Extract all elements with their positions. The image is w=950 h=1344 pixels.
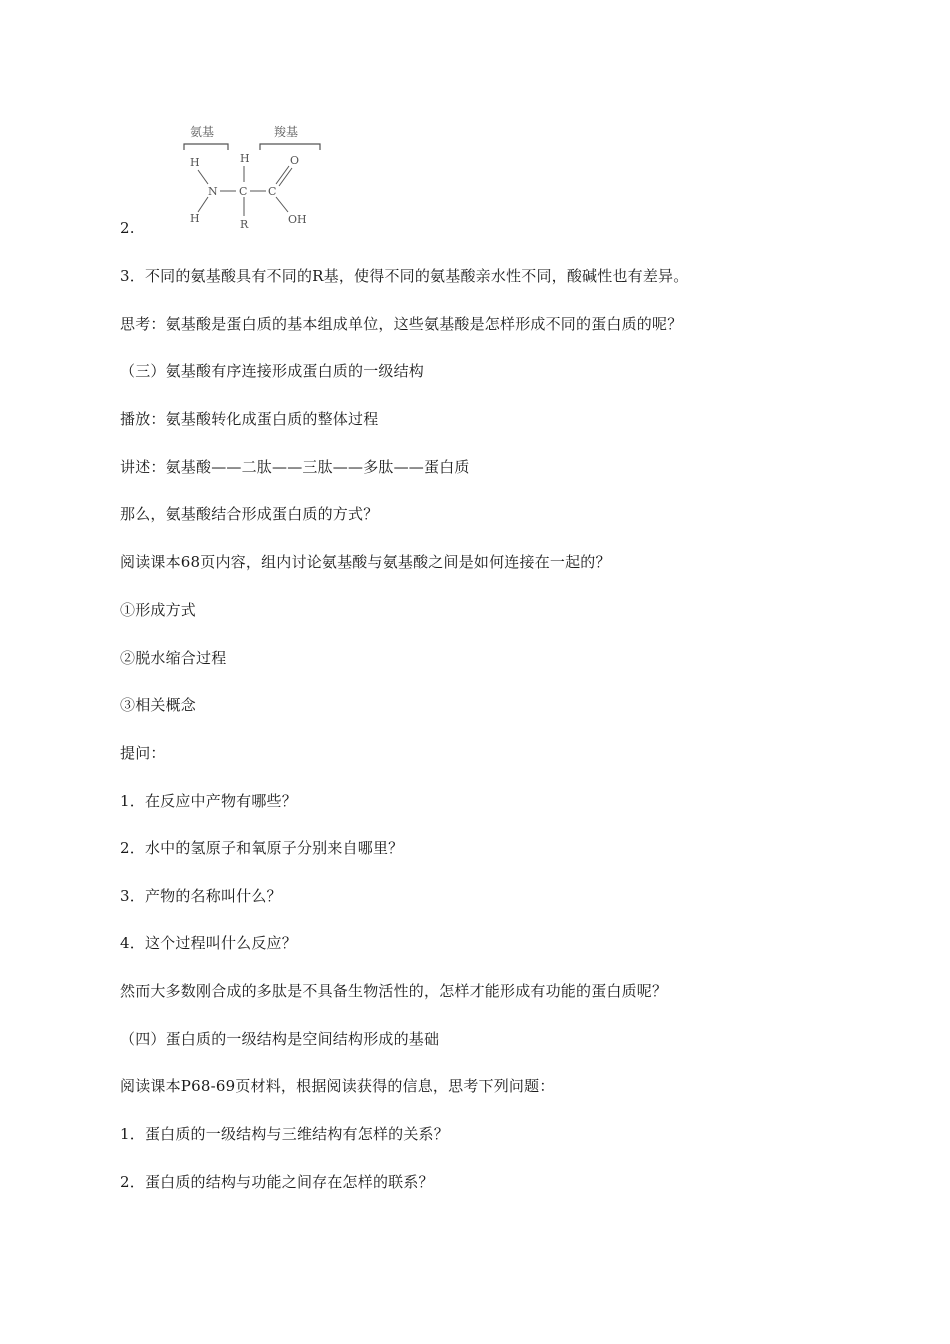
paragraph-line: 那么，氨基酸结合形成蛋白质的方式？: [120, 505, 379, 523]
paragraph-line: 然而大多数刚合成的多肽是不具备生物活性的，怎样才能形成有功能的蛋白质呢？: [120, 982, 668, 1000]
atom-r: R: [240, 218, 249, 231]
paragraph-line: 3．不同的氨基酸具有不同的R基，使得不同的氨基酸亲水性不同，酸碱性也有差异。: [120, 267, 689, 285]
amino-acid-structure-diagram: [176, 118, 326, 233]
list-item: ③相关概念: [120, 696, 197, 714]
atom-c-right: C: [268, 185, 277, 198]
section-heading: （三）氨基酸有序连接形成蛋白质的一级结构: [120, 362, 425, 380]
paragraph-line: 讲述：氨基酸——二肽——三肽——多肽——蛋白质: [120, 458, 470, 476]
amino-acid-structure-figure: [176, 118, 326, 233]
section-heading: （四）蛋白质的一级结构是空间结构形成的基础: [120, 1030, 440, 1048]
figure-item-number: 2.: [120, 219, 135, 237]
paragraph-line: 思考：氨基酸是蛋白质的基本组成单位，这些氨基酸是怎样形成不同的蛋白质的呢？: [120, 315, 683, 333]
atom-o-top: O: [290, 154, 300, 167]
atom-oh: OH: [288, 213, 307, 226]
atom-h-top-left: H: [190, 156, 200, 169]
list-item: ①形成方式: [120, 601, 197, 619]
list-item: 1．在反应中产物有哪些？: [120, 792, 297, 810]
amino-group-label: 氨基: [190, 125, 215, 139]
atom-h-top-center: H: [240, 152, 250, 165]
paragraph-line: 播放：氨基酸转化成蛋白质的整体过程: [120, 410, 379, 428]
list-item: 4．这个过程叫什么反应？: [120, 934, 297, 952]
list-item: 2．水中的氢原子和氧原子分别来自哪里？: [120, 839, 404, 857]
paragraph-line: 阅读课本P68-69页材料，根据阅读获得的信息，思考下列问题：: [120, 1077, 555, 1095]
atom-n: N: [208, 185, 218, 198]
list-item: 1．蛋白质的一级结构与三维结构有怎样的关系？: [120, 1125, 449, 1143]
list-item: 3．产物的名称叫什么？: [120, 887, 282, 905]
list-item: 2．蛋白质的结构与功能之间存在怎样的联系？: [120, 1173, 434, 1191]
carboxyl-group-label: 羧基: [274, 125, 299, 139]
list-item: ②脱水缩合过程: [120, 649, 227, 667]
paragraph-line: 阅读课本68页内容，组内讨论氨基酸与氨基酸之间是如何连接在一起的？: [120, 553, 611, 571]
atom-h-bottom-left: H: [190, 212, 200, 225]
atom-c-center: C: [239, 185, 248, 198]
paragraph-line: 提问：: [120, 744, 166, 762]
